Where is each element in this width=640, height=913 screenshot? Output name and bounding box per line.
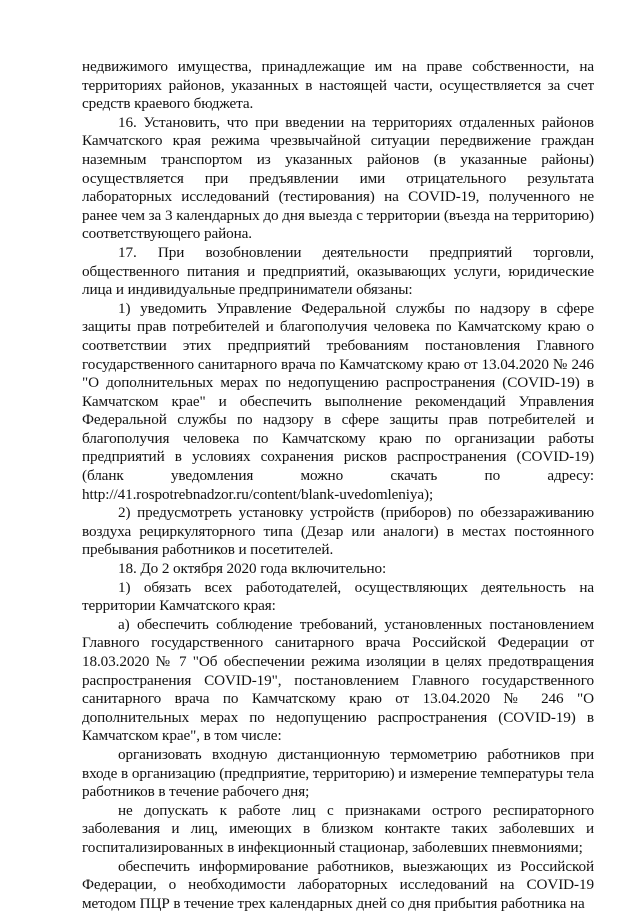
paragraph-item-18-1-a: а) обеспечить соблюдение требований, установленных постановлением Главного государственного санитарного врача Российской Федерации от 18.03.2020 № 7 "Об обеспечении режима изоляции в целях предотвращения распространения COVID-19", постановлением Главного государственного санитарного врача по Камчатскому краю от 13.04.2020 № 246 "О дополнительных мерах по недопущению распространения (COVID-19) в Камчатском крае", в том числе:: [82, 615, 594, 745]
paragraph-continuation: недвижимого имущества, принадлежащие им на праве собственности, на территориях районов, указанных в настоящей части, осуществляется за счет средств краевого бюджета.: [82, 58, 594, 113]
paragraph-no-admission: не допускать к работе лиц с признаками острого респираторного заболевания и лиц, имеющих в близком контакте таких заболевших и госпитализированных в инфекционный стационар, заболевших пневмониями;: [82, 801, 594, 856]
paragraph-item-17: 17. При возобновлении деятельности предприятий торговли, общественного питания и предприятий, оказывающих услуги, юридические лица и индивидуальные предприниматели обязаны:: [82, 243, 594, 299]
paragraph-thermometry: организовать входную дистанционную термометрию работников при входе в организацию (предприятие, территорию) и измерение температуры тела работников в течение рабочего дня;: [82, 745, 594, 801]
paragraph-informing: обеспечить информирование работников, выезжающих из Российской Федерации, о необходимости лабораторных исследований на COVID-19 методом ПЦР в течение трех календарных дней со дня прибытия работника на: [82, 857, 594, 912]
paragraph-item-18-1: 1) обязать всех работодателей, осуществляющих деятельность на территории Камчатского края:: [82, 578, 594, 615]
paragraph-item-17-2: 2) предусмотреть установку устройств (приборов) по обеззараживанию воздуха рециркуляторного типа (Дезар или аналоги) в местах постоянного пребывания работников и посетителей.: [82, 504, 594, 559]
paragraph-item-16: 16. Установить, что при введении на территориях отдаленных районов Камчатского края режима чрезвычайной ситуации передвижение граждан наземным транспортом из указанных районов (в указанные районы) осуществляется при предъявлении ими отрицательного результата лабораторных исследований (тестирования) на COVID-19, полученного не ранее чем за 3 календарных до дня выезда с территории (въезда на территорию) соответствующего района.: [82, 113, 594, 243]
paragraph-item-17-1: 1) уведомить Управление Федеральной службы по надзору в сфере защиты прав потребителей и благополучия человека по Камчатскому краю о соответствии этих предприятий требованиям постановления Главного государственного санитарного врача по Камчатскому краю от 13.04.2020 № 246 "О дополнительных мерах по недопущению распространения (COVID-19) в Камчатском крае" и обеспечить выполнение рекомендаций Управления Федеральной службы по надзору в сфере защиты прав потребителей и благополучия человека по Камчатскому краю по организации работы предприятий в условиях сохранения рисков распространения (COVID-19) (бланк уведомления можно скачать по адресу: http://41.rospotrebnadzor.ru/content/blank-uvedomleniya);: [82, 299, 594, 503]
paragraph-item-18: 18. До 2 октября 2020 года включительно:: [118, 560, 387, 578]
document-page: [82, 58, 594, 913]
